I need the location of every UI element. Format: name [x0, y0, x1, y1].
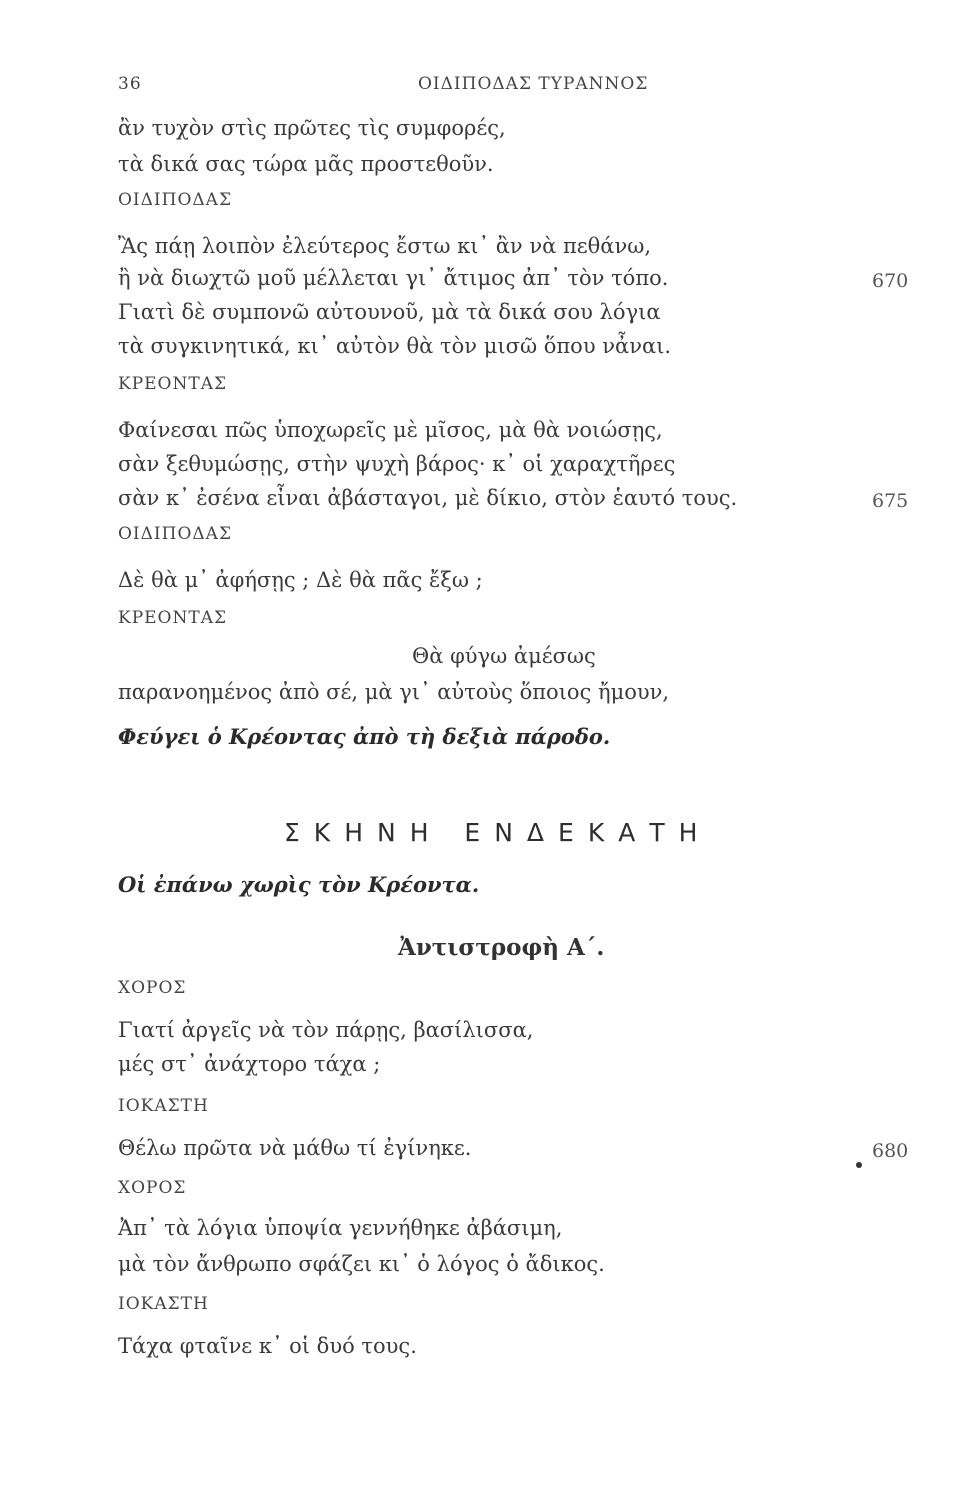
verse-line: Φαίνεσαι πῶς ὑποχωρεῖς μὲ μῖσος, μὰ θὰ νοιώσῃς, [118, 418, 663, 442]
speaker-name: ΙΟΚΑΣΤΗ [118, 1096, 209, 1116]
stage-direction: Οἱ ἐπάνω χωρὶς τὸν Κρέοντα. [118, 872, 480, 897]
verse-line: Τάχα φταῖνε κ᾿ οἱ δυό τους. [118, 1334, 417, 1358]
verse-line: παρανοημένος ἀπὸ σέ, μὰ γι᾿ αὐτοὺς ὅποιος ἤμουν, [118, 680, 670, 704]
speaker-name: ΚΡΕΟΝΤΑΣ [118, 608, 227, 628]
verse-line: τὰ δικά σας τώρα μᾶς προστεθοῦν. [118, 152, 494, 176]
antistrophe-heading: Ἀντιστροφὴ Α΄. [398, 934, 605, 961]
speaker-name: ΟΙΔΙΠΟΔΑΣ [118, 524, 232, 544]
verse-line: Δὲ θὰ μ᾿ ἀφήσῃς ; Δὲ θὰ πᾶς ἔξω ; [118, 568, 483, 592]
verse-line: ἢ νὰ διωχτῶ μοῦ μέλλεται γι᾿ ἄτιμος ἀπ᾿ τὸν τόπο. [118, 266, 669, 290]
scene-heading: ΣΚΗΝΗ ΕΝΔΕΚΑΤΗ [284, 818, 712, 847]
running-title: ΟΙΔΙΠΟΔΑΣ ΤΥΡΑΝΝΟΣ [418, 74, 649, 94]
verse-line: μές στ᾿ ἀνάχτορο τάχα ; [118, 1052, 381, 1076]
verse-line: σὰν κ᾿ ἐσένα εἶναι ἀβάσταγοι, μὲ δίκιο, στὸν ἑαυτό τους. [118, 486, 738, 510]
verse-line: ἂν τυχὸν στὶς πρῶτες τὶς συμφορές, [118, 116, 506, 140]
verse-line: σὰν ξεθυμώσῃς, στὴν ψυχὴ βάρος· κ᾿ οἱ χαραχτῆρες [118, 452, 676, 476]
page-number: 36 [118, 74, 142, 94]
line-number: 670 [872, 270, 909, 292]
stage-direction: Φεύγει ὁ Κρέοντας ἀπὸ τὴ δεξιὰ πάροδο. [118, 724, 611, 749]
line-number: 680 [872, 1140, 909, 1162]
verse-line: Ἂς πάῃ λοιπὸν ἐλεύτερος ἔστω κι᾿ ἂν νὰ πεθάνω, [118, 234, 652, 258]
speaker-name: ΚΡΕΟΝΤΑΣ [118, 374, 227, 394]
speaker-name: ΧΟΡΟΣ [118, 1178, 187, 1198]
speaker-name: ΟΙΔΙΠΟΔΑΣ [118, 190, 232, 210]
margin-dot [856, 1162, 862, 1168]
speaker-name: ΧΟΡΟΣ [118, 978, 187, 998]
verse-line: Θέλω πρῶτα νὰ μάθω τί ἐγίνηκε. [118, 1136, 472, 1160]
verse-line: μὰ τὸν ἄνθρωπο σφάζει κι᾿ ὁ λόγος ὁ ἄδικος. [118, 1252, 605, 1276]
verse-line: Ἀπ᾿ τὰ λόγια ὑποψία γεννήθηκε ἀβάσιμη, [118, 1216, 563, 1240]
speaker-name: ΙΟΚΑΣΤΗ [118, 1294, 209, 1314]
verse-line: Γιατὶ δὲ συμπονῶ αὐτουνοῦ, μὰ τὰ δικά σου λόγια [118, 300, 661, 324]
verse-line: Γιατί ἀργεῖς νὰ τὸν πάρῃς, βασίλισσα, [118, 1018, 534, 1042]
verse-line: τὰ συγκινητικά, κι᾿ αὐτὸν θὰ τὸν μισῶ ὅπου νἆναι. [118, 334, 672, 358]
line-number: 675 [872, 490, 909, 512]
verse-line: Θὰ φύγω ἀμέσως [412, 644, 596, 668]
